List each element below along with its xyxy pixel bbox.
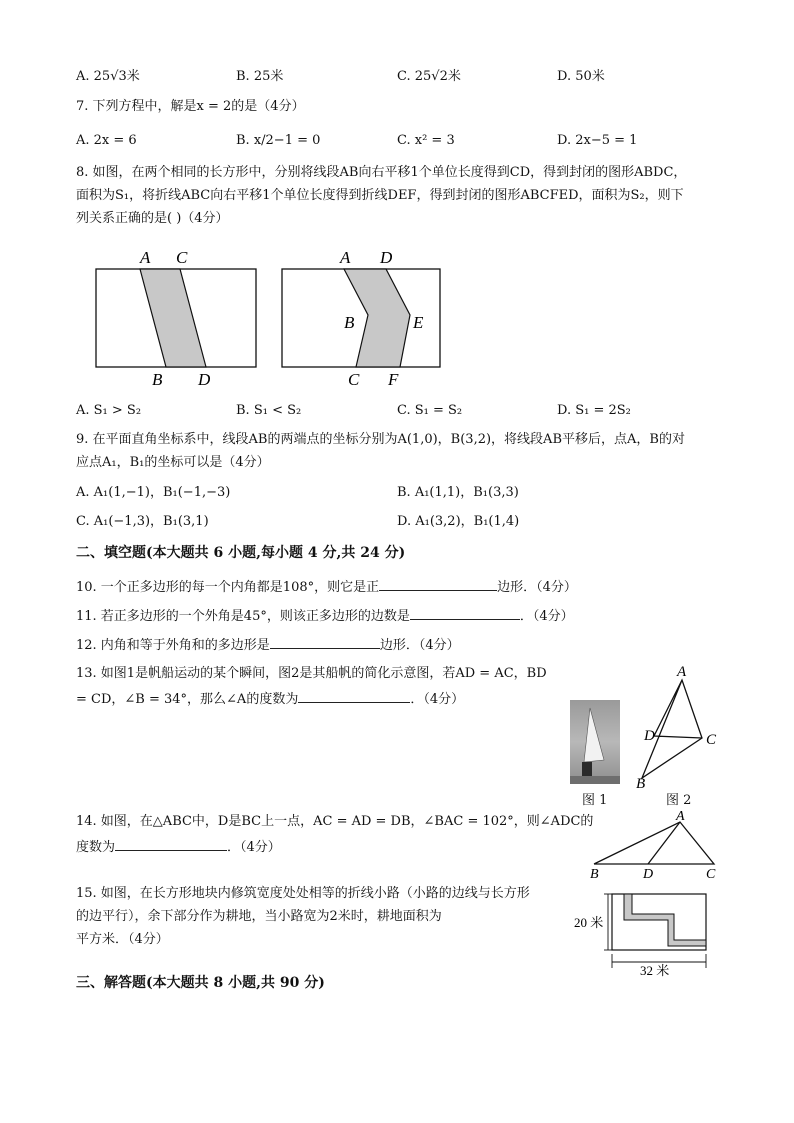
q14-line-1: 14. 如图，在△ABC中，D是BC上一点，AC = AD = DB，∠BAC = 102°，则∠ADC的 [76,814,594,829]
q12-text-before: 12. 内角和等于外角和的多边形是 [76,638,270,653]
q7-option-a: A. 2x = 6 [76,133,137,148]
q14-label-b: B [590,867,599,880]
q8-fig1-label-a: A [140,248,151,267]
section-3-heading: 三、解答题(本大题共 8 小题,共 90 分) [76,975,325,991]
q9-option-a: A. A₁(1,−1)，B₁(−1,−3) [76,485,231,500]
q9-option-d: D. A₁(3,2)，B₁(1,4) [397,514,520,529]
q8-option-b: B. S₁ < S₂ [236,403,302,418]
q13-label-c: C [706,732,717,748]
q7-option-d: D. 2x−5 = 1 [557,133,638,148]
q14-triangle-abc [594,822,714,864]
q14-label-a: A [676,809,685,824]
q8-fig2-label-e: E [413,313,424,332]
q15-height-label: 20 米 [574,915,604,930]
q6-option-c: C. 25√2米 [397,69,461,84]
q15-width-label: 32 米 [640,963,670,978]
sailboat-photo [570,700,620,784]
q7-option-b: B. x/2−1 = 0 [236,133,321,148]
q11-text-before: 11. 若正多边形的一个外角是45°，则该正多边形的边数是 [76,609,410,624]
q10 [76,576,577,597]
q11 [76,605,574,626]
q8-figures [90,245,450,395]
q7-stem: 7. 下列方程中，解是x = 2的是（4分） [76,99,305,114]
q13-line-2 [76,688,464,709]
q8-fig2-label-b: B [344,313,355,332]
q8-option-a: A. S₁ > S₂ [76,403,142,418]
q14-answer-blank[interactable] [115,836,227,851]
q14-label-c: C [706,867,716,880]
section-2-heading: 二、填空题(本大题共 6 小题,每小题 4 分,共 24 分) [76,545,406,561]
q13-text-after: ．（4分） [410,692,465,707]
q7-option-c: C. x² = 3 [397,133,455,148]
q14-line-2 [76,836,281,857]
q9-option-b: B. A₁(1,1)，B₁(3,3) [397,485,519,500]
q6-option-a: A. 25√3米 [76,69,140,84]
q13-caption-2: 图 2 [666,793,692,808]
water [570,776,620,784]
q8-line-2: 面积为S₁，将折线ABC向右平移1个单位长度得到折线DEF，得到封闭的图形ABCFED，面积为S₂，则下 [76,188,684,203]
q14-label-d: D [643,867,654,880]
q15-field-figure [570,888,720,980]
q11-answer-blank[interactable] [410,605,520,620]
q12-text-after: 边形．（4分） [379,638,460,653]
q8-fig2-label-d: D [380,248,393,267]
q8-fig1-shaded-region [140,269,206,367]
q14-segment-ad [648,822,680,864]
q11-text-after: ．（4分） [519,609,574,624]
q8-option-c: C. S₁ = S₂ [397,403,463,418]
q14-triangle-figure [588,808,728,880]
q10-text-after: 边形．（4分） [497,580,577,595]
q10-text-before: 10. 一个正多边形的每一个内角都是108°，则它是正 [76,580,380,595]
q14-text-before: 度数为 [76,840,116,855]
q8-option-d: D. S₁ = 2S₂ [557,403,631,418]
q13-answer-blank[interactable] [298,688,410,703]
q8-fig2-label-f: F [388,370,399,389]
q13-line-1: 13. 如图1是帆船运动的某个瞬间，图2是其船帆的简化示意图，若AD = AC，BD [76,666,547,681]
q9-line-2: 应点A₁，B₁的坐标可以是（4分） [76,455,270,470]
q8-fig1-label-b: B [152,370,163,389]
q8-line-1: 8. 如图，在两个相同的长方形中，分别将线段AB向右平移1个单位长度得到CD，得到封闭的图形ABDC， [76,165,687,180]
q9-option-c: C. A₁(−1,3)，B₁(3,1) [76,514,209,529]
q12-answer-blank[interactable] [270,634,380,649]
q9-line-1: 9. 在平面直角坐标系中，线段AB的两端点的坐标分别为A(1,0)，B(3,2)，将线段AB平移后，点A，B的对 [76,432,685,447]
q15-line-3: 平方米．（4分） [76,932,169,947]
q13-text-before: = CD，∠B = 34°，那么∠A的度数为 [76,692,299,707]
q8-fig2-label-a: A [340,248,351,267]
q10-answer-blank[interactable] [379,576,497,591]
q8-fig1-label-d: D [198,370,211,389]
q13-caption-1: 图 1 [582,793,608,808]
q15-line-2: 的边平行），余下部分作为耕地，当小路宽为2米时，耕地面积为 [76,909,442,924]
q8-fig2-label-c: C [348,370,360,389]
sailor-figure [582,762,592,778]
q15-line-1: 15. 如图，在长方形地块内修筑宽度处处相等的折线小路（小路的边线与长方形 [76,886,530,901]
q6-option-d: D. 50米 [557,69,605,84]
q13-label-d: D [644,728,655,744]
q13-triangle-figure [630,662,730,792]
q13-label-b: B [636,776,646,792]
q8-fig1-label-c: C [176,248,188,267]
q6-option-b: B. 25米 [236,69,284,84]
q8-line-3: 列关系正确的是( )（4分） [76,211,229,226]
q12 [76,634,460,655]
q13-label-a: A [677,664,687,680]
q14-text-after: ．（4分） [227,840,281,855]
